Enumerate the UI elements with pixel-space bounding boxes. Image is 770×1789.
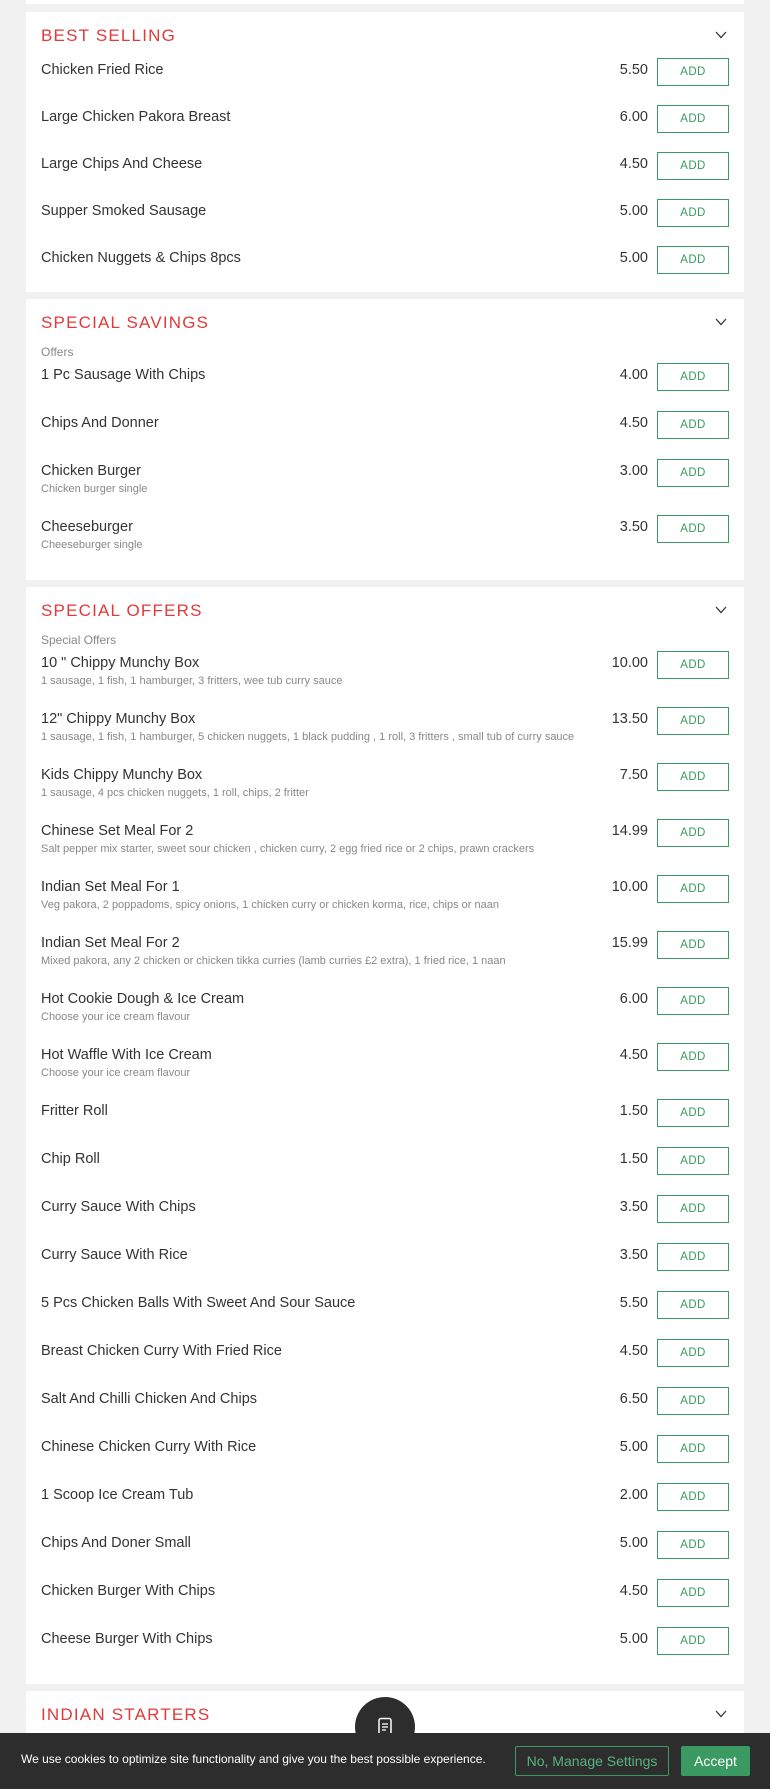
item-name: Chicken Nuggets & Chips 8pcs (41, 250, 241, 266)
add-button[interactable]: ADD (657, 1339, 729, 1367)
item-price: 5.50 (619, 62, 648, 78)
item-price: 5.00 (619, 203, 648, 219)
menu-item (41, 250, 729, 290)
add-button[interactable]: ADD (657, 1291, 729, 1319)
menu-item (41, 823, 729, 863)
section-title: BEST SELLING (41, 26, 177, 45)
menu-item (41, 1199, 729, 1239)
item-description: Mixed pakora, any 2 chicken or chicken tikka curries (lamb curries £2 extra), 1 fried rice, 1 naan (41, 955, 506, 967)
menu-item (41, 1247, 729, 1287)
item-name: Curry Sauce With Rice (41, 1247, 188, 1263)
item-name: Chips And Donner (41, 415, 159, 431)
menu-item (41, 1047, 729, 1087)
item-price: 6.50 (619, 1391, 648, 1407)
menu-item (41, 1151, 729, 1191)
item-price: 5.00 (619, 250, 648, 266)
add-button[interactable]: ADD (657, 1147, 729, 1175)
menu-item (41, 1487, 729, 1527)
add-button[interactable]: ADD (657, 1579, 729, 1607)
item-name: Fritter Roll (41, 1103, 108, 1119)
item-name: Hot Waffle With Ice Cream (41, 1047, 212, 1063)
menu-item (41, 109, 729, 149)
item-price: 15.99 (611, 935, 648, 951)
add-button[interactable]: ADD (657, 152, 729, 180)
item-name: Chip Roll (41, 1151, 100, 1167)
menu-item (41, 519, 729, 559)
add-button[interactable]: ADD (657, 363, 729, 391)
section-title: INDIAN STARTERS (41, 1705, 211, 1724)
add-button[interactable]: ADD (657, 1243, 729, 1271)
item-name: Large Chips And Cheese (41, 156, 203, 172)
add-button[interactable]: ADD (657, 651, 729, 679)
menu-item (41, 1343, 729, 1383)
item-name: Cheese Burger With Chips (41, 1631, 213, 1647)
item-price: 4.50 (619, 1343, 648, 1359)
item-name: 1 Scoop Ice Cream Tub (41, 1487, 194, 1503)
menu-item (41, 1631, 729, 1671)
add-button[interactable]: ADD (657, 1435, 729, 1463)
item-price: 3.50 (619, 519, 648, 535)
add-button[interactable]: ADD (657, 411, 729, 439)
item-price: 4.50 (619, 415, 648, 431)
item-price: 5.00 (619, 1535, 648, 1551)
add-button[interactable]: ADD (657, 707, 729, 735)
chevron-down-icon[interactable] (715, 31, 727, 39)
menu-item (41, 1439, 729, 1479)
item-price: 5.50 (619, 1295, 648, 1311)
menu-item (41, 415, 729, 455)
item-price: 5.00 (619, 1631, 648, 1647)
item-price: 3.50 (619, 1199, 648, 1215)
item-name: 5 Pcs Chicken Balls With Sweet And Sour Sauce (41, 1295, 356, 1311)
item-price: 10.00 (611, 879, 648, 895)
item-name: 12" Chippy Munchy Box (41, 711, 196, 727)
add-button[interactable]: ADD (657, 1531, 729, 1559)
item-price: 2.00 (619, 1487, 648, 1503)
menu-section (26, 587, 744, 1684)
menu-section (26, 299, 744, 580)
add-button[interactable]: ADD (657, 763, 729, 791)
item-price: 5.00 (619, 1439, 648, 1455)
item-name: Supper Smoked Sausage (41, 203, 207, 219)
item-name: Indian Set Meal For 2 (41, 935, 180, 951)
item-description: Veg pakora, 2 poppadoms, spicy onions, 1 chicken curry or chicken korma, rice, chips or naan (41, 899, 499, 911)
add-button[interactable]: ADD (657, 1195, 729, 1223)
menu-item (41, 367, 729, 407)
section-title: SPECIAL SAVINGS (41, 313, 210, 332)
menu-item (41, 711, 729, 751)
item-name: Chicken Burger (41, 463, 141, 479)
item-price: 1.50 (619, 1151, 648, 1167)
add-button[interactable]: ADD (657, 1387, 729, 1415)
menu-item (41, 655, 729, 695)
item-price: 4.50 (619, 1583, 648, 1599)
add-button[interactable]: ADD (657, 105, 729, 133)
add-button[interactable]: ADD (657, 58, 729, 86)
cookie-text: We use cookies to optimize site functionality and give you the best possible experience. (21, 1752, 486, 1766)
cookie-banner (0, 1733, 770, 1789)
menu-item (41, 991, 729, 1031)
section-subtitle: Offers (41, 345, 74, 359)
add-button[interactable]: ADD (657, 819, 729, 847)
add-button[interactable]: ADD (657, 875, 729, 903)
menu-item (41, 156, 729, 196)
item-description: Choose your ice cream flavour (41, 1067, 191, 1079)
menu-item (41, 1295, 729, 1335)
item-name: Chicken Fried Rice (41, 62, 164, 78)
item-name: Curry Sauce With Chips (41, 1199, 196, 1215)
menu-item (41, 1583, 729, 1623)
manage-settings-button[interactable]: No, Manage Settings (515, 1746, 669, 1776)
item-name: Indian Set Meal For 1 (41, 879, 180, 895)
item-name: Chips And Doner Small (41, 1535, 191, 1551)
menu-item (41, 1103, 729, 1143)
add-button[interactable]: ADD (657, 246, 729, 274)
menu-item (41, 767, 729, 807)
item-description: Chicken burger single (41, 483, 148, 495)
chevron-down-icon[interactable] (715, 318, 727, 326)
menu-item (41, 879, 729, 919)
menu-item (41, 1535, 729, 1575)
item-name: Hot Cookie Dough & Ice Cream (41, 991, 245, 1007)
item-price: 6.00 (619, 991, 648, 1007)
item-name: Salt And Chilli Chicken And Chips (41, 1391, 258, 1407)
add-button[interactable]: ADD (657, 1627, 729, 1655)
item-price: 10.00 (611, 655, 648, 671)
menu-item (41, 203, 729, 243)
add-button[interactable]: ADD (657, 987, 729, 1015)
item-name: 1 Pc Sausage With Chips (41, 367, 206, 383)
add-button[interactable]: ADD (657, 1043, 729, 1071)
add-button[interactable]: ADD (657, 1099, 729, 1127)
item-name: Breast Chicken Curry With Fried Rice (41, 1343, 282, 1359)
add-button[interactable]: ADD (657, 1483, 729, 1511)
section-header[interactable] (41, 598, 729, 624)
item-price: 14.99 (611, 823, 648, 839)
chevron-down-icon[interactable] (715, 1710, 727, 1718)
menu-item (41, 463, 729, 503)
item-price: 13.50 (611, 711, 648, 727)
item-price: 3.50 (619, 1247, 648, 1263)
section-header[interactable] (41, 23, 729, 49)
item-description: 1 sausage, 1 fish, 1 hamburger, 5 chicken nuggets, 1 black pudding , 1 roll, 3 fritters , small tub of curry sauce (41, 731, 575, 743)
section-subtitle: Special Offers (41, 633, 117, 647)
item-description: 1 sausage, 4 pcs chicken nuggets, 1 roll, chips, 2 fritter (41, 787, 309, 799)
item-price: 4.50 (619, 156, 648, 172)
item-description: Choose your ice cream flavour (41, 1011, 191, 1023)
menu-item (41, 1391, 729, 1431)
item-name: Cheeseburger (41, 519, 133, 535)
section-header[interactable] (41, 310, 729, 336)
item-price: 4.50 (619, 1047, 648, 1063)
add-button[interactable]: ADD (657, 199, 729, 227)
item-description: Cheeseburger single (41, 539, 143, 551)
item-price: 6.00 (619, 109, 648, 125)
section-title: SPECIAL OFFERS (41, 601, 203, 620)
item-price: 7.50 (619, 767, 648, 783)
add-button[interactable]: ADD (657, 931, 729, 959)
item-price: 4.00 (619, 367, 648, 383)
item-name: Chinese Chicken Curry With Rice (41, 1439, 257, 1455)
item-description: Salt pepper mix starter, sweet sour chicken , chicken curry, 2 egg fried rice or 2 chips, prawn crackers (41, 843, 535, 855)
add-button[interactable]: ADD (657, 459, 729, 487)
item-name: Large Chicken Pakora Breast (41, 109, 231, 125)
add-button[interactable]: ADD (657, 515, 729, 543)
menu-item (41, 62, 729, 102)
item-name: Kids Chippy Munchy Box (41, 767, 203, 783)
item-name: Chinese Set Meal For 2 (41, 823, 194, 839)
accept-cookies-button[interactable]: Accept (681, 1746, 750, 1776)
menu-section (26, 12, 744, 292)
item-name: Chicken Burger With Chips (41, 1583, 216, 1599)
item-description: 1 sausage, 1 fish, 1 hamburger, 3 fritters, wee tub curry sauce (41, 675, 343, 687)
item-price: 1.50 (619, 1103, 648, 1119)
item-name: 10 " Chippy Munchy Box (41, 655, 200, 671)
chevron-down-icon[interactable] (715, 606, 727, 614)
previous-section-edge (26, 0, 744, 4)
item-price: 3.00 (619, 463, 648, 479)
menu-item (41, 935, 729, 975)
